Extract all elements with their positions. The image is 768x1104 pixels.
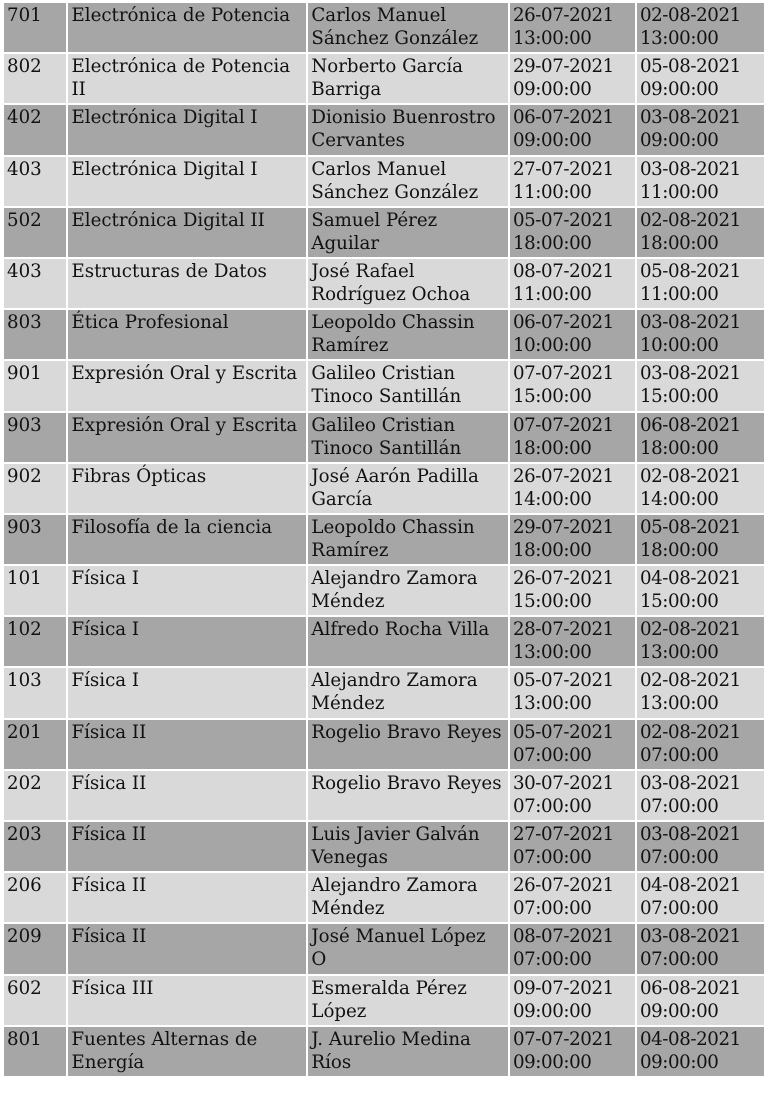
start-time: 09:00:00	[512, 130, 592, 152]
start-date: 28-07-2021	[512, 619, 614, 641]
teacher-cell: Galileo Cristian Tinoco Santillán	[308, 361, 508, 410]
end-datetime-cell	[637, 924, 764, 973]
start-datetime-cell	[510, 924, 635, 973]
start-time: 09:00:00	[512, 1000, 592, 1022]
group-cell: 203	[4, 822, 66, 871]
start-datetime-cell	[510, 157, 635, 206]
start-date: 09-07-2021	[512, 977, 614, 999]
group-cell: 101	[4, 566, 66, 615]
end-time: 10:00:00	[639, 335, 719, 357]
group-cell: 701	[4, 3, 66, 52]
subject-cell: Ética Profesional	[68, 310, 306, 359]
teacher-cell: Alejandro Zamora Méndez	[308, 873, 508, 922]
teacher-cell: Alejandro Zamora Méndez	[308, 668, 508, 717]
end-datetime-cell	[637, 720, 764, 769]
group-cell: 201	[4, 720, 66, 769]
end-date: 02-08-2021	[639, 619, 741, 641]
teacher-cell: Dionisio Buenrostro Cervantes	[308, 105, 508, 154]
teacher-cell: Galileo Cristian Tinoco Santillán	[308, 413, 508, 462]
start-datetime-cell	[510, 361, 635, 410]
start-date: 29-07-2021	[512, 56, 614, 78]
teacher-cell: Leopoldo Chassin Ramírez	[308, 515, 508, 564]
end-datetime-cell	[637, 771, 764, 820]
group-cell: 803	[4, 310, 66, 359]
subject-cell: Fibras Ópticas	[68, 464, 306, 513]
subject-cell: Electrónica de Potencia II	[68, 54, 306, 103]
start-datetime-cell	[510, 105, 635, 154]
start-date: 26-07-2021	[512, 5, 614, 26]
group-cell: 402	[4, 105, 66, 154]
teacher-cell: Samuel Pérez Aguilar	[308, 208, 508, 257]
end-date: 02-08-2021	[639, 721, 741, 743]
table-row	[4, 310, 764, 359]
teacher-cell: J. Aurelio Medina Ríos	[308, 1027, 508, 1076]
start-time: 18:00:00	[512, 539, 592, 561]
end-date: 02-08-2021	[639, 465, 741, 487]
end-datetime-cell	[637, 157, 764, 206]
start-date: 26-07-2021	[512, 875, 614, 897]
start-time: 11:00:00	[512, 181, 592, 203]
start-datetime-cell	[510, 976, 635, 1025]
start-time: 09:00:00	[512, 1051, 592, 1073]
table-row	[4, 157, 764, 206]
end-time: 15:00:00	[639, 386, 719, 408]
teacher-cell: Norberto García Barriga	[308, 54, 508, 103]
end-date: 03-08-2021	[639, 312, 741, 334]
teacher-cell: José Aarón Padilla García	[308, 464, 508, 513]
start-time: 07:00:00	[512, 795, 592, 817]
end-date: 05-08-2021	[639, 260, 741, 282]
start-time: 13:00:00	[512, 28, 592, 49]
end-datetime-cell	[637, 3, 764, 52]
subject-cell: Física III	[68, 976, 306, 1025]
end-datetime-cell	[637, 873, 764, 922]
end-date: 02-08-2021	[639, 209, 741, 231]
end-time: 13:00:00	[639, 642, 719, 664]
subject-cell: Física II	[68, 924, 306, 973]
end-date: 06-08-2021	[639, 977, 741, 999]
end-date: 03-08-2021	[639, 158, 741, 180]
table-row	[4, 1027, 764, 1076]
end-datetime-cell	[637, 1027, 764, 1076]
start-datetime-cell	[510, 464, 635, 513]
start-date: 05-07-2021	[512, 721, 614, 743]
end-date: 02-08-2021	[639, 670, 741, 692]
start-datetime-cell	[510, 771, 635, 820]
end-time: 07:00:00	[639, 898, 719, 920]
table-row	[4, 515, 764, 564]
start-datetime-cell	[510, 566, 635, 615]
start-datetime-cell	[510, 259, 635, 308]
group-cell: 103	[4, 668, 66, 717]
end-datetime-cell	[637, 208, 764, 257]
start-datetime-cell	[510, 54, 635, 103]
start-date: 26-07-2021	[512, 465, 614, 487]
table-row	[4, 720, 764, 769]
start-time: 09:00:00	[512, 79, 592, 101]
start-date: 05-07-2021	[512, 209, 614, 231]
end-time: 09:00:00	[639, 1051, 719, 1073]
start-datetime-cell	[510, 208, 635, 257]
end-date: 03-08-2021	[639, 772, 741, 794]
subject-cell: Fuentes Alternas de Energía	[68, 1027, 306, 1076]
teacher-cell: Carlos Manuel Sánchez González	[308, 157, 508, 206]
end-time: 15:00:00	[639, 591, 719, 613]
subject-cell: Electrónica Digital I	[68, 105, 306, 154]
start-time: 11:00:00	[512, 283, 592, 305]
subject-cell: Electrónica Digital II	[68, 208, 306, 257]
group-cell: 202	[4, 771, 66, 820]
start-time: 10:00:00	[512, 335, 592, 357]
start-time: 13:00:00	[512, 693, 592, 715]
start-datetime-cell	[510, 720, 635, 769]
teacher-cell: Carlos Manuel Sánchez González	[308, 3, 508, 52]
group-cell: 209	[4, 924, 66, 973]
start-time: 07:00:00	[512, 898, 592, 920]
group-cell: 902	[4, 464, 66, 513]
subject-cell: Física I	[68, 617, 306, 666]
subject-cell: Física II	[68, 771, 306, 820]
subject-cell: Expresión Oral y Escrita	[68, 413, 306, 462]
end-time: 11:00:00	[639, 181, 719, 203]
teacher-cell: José Rafael Rodríguez Ochoa	[308, 259, 508, 308]
end-time: 14:00:00	[639, 488, 719, 510]
subject-cell: Física II	[68, 822, 306, 871]
end-date: 05-08-2021	[639, 56, 741, 78]
end-date: 03-08-2021	[639, 926, 741, 948]
subject-cell: Electrónica Digital I	[68, 157, 306, 206]
end-time: 09:00:00	[639, 130, 719, 152]
end-date: 03-08-2021	[639, 363, 741, 385]
end-date: 05-08-2021	[639, 516, 741, 538]
start-time: 18:00:00	[512, 437, 592, 459]
end-time: 07:00:00	[639, 847, 719, 868]
group-cell: 206	[4, 873, 66, 922]
table-row	[4, 413, 764, 462]
group-cell: 903	[4, 515, 66, 564]
table-row	[4, 208, 764, 257]
end-time: 18:00:00	[639, 539, 719, 561]
start-date: 27-07-2021	[512, 824, 614, 845]
group-cell: 102	[4, 617, 66, 666]
end-date: 04-08-2021	[639, 875, 741, 897]
table-row	[4, 873, 764, 922]
group-cell: 602	[4, 976, 66, 1025]
teacher-cell: José Manuel López O	[308, 924, 508, 973]
group-cell: 403	[4, 259, 66, 308]
table-row	[4, 259, 764, 308]
subject-cell: Física II	[68, 873, 306, 922]
start-date: 07-07-2021	[512, 414, 614, 436]
start-time: 15:00:00	[512, 591, 592, 613]
end-time: 13:00:00	[639, 693, 719, 715]
start-datetime-cell	[510, 515, 635, 564]
table-row	[4, 3, 764, 52]
end-datetime-cell	[637, 515, 764, 564]
end-datetime-cell	[637, 566, 764, 615]
start-time: 15:00:00	[512, 386, 592, 408]
start-date: 07-07-2021	[512, 363, 614, 385]
end-date: 04-08-2021	[639, 568, 741, 590]
teacher-cell: Luis Javier Galván Venegas	[308, 822, 508, 871]
start-date: 29-07-2021	[512, 516, 614, 538]
subject-cell: Física II	[68, 720, 306, 769]
table-row	[4, 924, 764, 973]
start-date: 07-07-2021	[512, 1028, 614, 1050]
end-time: 18:00:00	[639, 232, 719, 254]
teacher-cell: Leopoldo Chassin Ramírez	[308, 310, 508, 359]
subject-cell: Física I	[68, 566, 306, 615]
end-time: 18:00:00	[639, 437, 719, 459]
table-row	[4, 464, 764, 513]
end-time: 09:00:00	[639, 79, 719, 101]
subject-cell: Estructuras de Datos	[68, 259, 306, 308]
schedule-table	[2, 1, 766, 1078]
end-time: 07:00:00	[639, 949, 719, 971]
end-date: 03-08-2021	[639, 107, 741, 129]
table-row	[4, 617, 764, 666]
end-time: 09:00:00	[639, 1000, 719, 1022]
table-row	[4, 105, 764, 154]
end-time: 11:00:00	[639, 283, 719, 305]
table-row	[4, 771, 764, 820]
end-date: 06-08-2021	[639, 414, 741, 436]
start-time: 14:00:00	[512, 488, 592, 510]
start-datetime-cell	[510, 668, 635, 717]
end-date: 04-08-2021	[639, 1028, 741, 1050]
start-datetime-cell	[510, 822, 635, 871]
end-datetime-cell	[637, 976, 764, 1025]
group-cell: 403	[4, 157, 66, 206]
schedule-table-body	[4, 3, 764, 1076]
teacher-cell: Rogelio Bravo Reyes	[308, 771, 508, 820]
start-date: 06-07-2021	[512, 312, 614, 334]
subject-cell: Electrónica de Potencia	[68, 3, 306, 52]
start-datetime-cell	[510, 1027, 635, 1076]
start-datetime-cell	[510, 310, 635, 359]
start-time: 07:00:00	[512, 847, 592, 868]
subject-cell: Expresión Oral y Escrita	[68, 361, 306, 410]
start-time: 07:00:00	[512, 949, 592, 971]
table-row	[4, 822, 764, 871]
start-date: 26-07-2021	[512, 568, 614, 590]
start-datetime-cell	[510, 873, 635, 922]
end-datetime-cell	[637, 668, 764, 717]
end-time: 07:00:00	[639, 744, 719, 766]
group-cell: 903	[4, 413, 66, 462]
end-time: 13:00:00	[639, 28, 719, 49]
end-datetime-cell	[637, 54, 764, 103]
table-row	[4, 668, 764, 717]
end-date: 03-08-2021	[639, 824, 741, 845]
start-date: 06-07-2021	[512, 107, 614, 129]
end-datetime-cell	[637, 617, 764, 666]
subject-cell: Física I	[68, 668, 306, 717]
start-date: 27-07-2021	[512, 158, 614, 180]
end-date: 02-08-2021	[639, 5, 741, 26]
table-row	[4, 566, 764, 615]
end-datetime-cell	[637, 259, 764, 308]
teacher-cell: Rogelio Bravo Reyes	[308, 720, 508, 769]
group-cell: 502	[4, 208, 66, 257]
table-row	[4, 361, 764, 410]
table-row	[4, 976, 764, 1025]
teacher-cell: Esmeralda Pérez López	[308, 976, 508, 1025]
group-cell: 901	[4, 361, 66, 410]
end-time: 07:00:00	[639, 795, 719, 817]
end-datetime-cell	[637, 361, 764, 410]
group-cell: 801	[4, 1027, 66, 1076]
start-datetime-cell	[510, 3, 635, 52]
start-date: 08-07-2021	[512, 926, 614, 948]
start-time: 07:00:00	[512, 744, 592, 766]
end-datetime-cell	[637, 822, 764, 871]
start-time: 13:00:00	[512, 642, 592, 664]
start-time: 18:00:00	[512, 232, 592, 254]
end-datetime-cell	[637, 413, 764, 462]
start-date: 08-07-2021	[512, 260, 614, 282]
end-datetime-cell	[637, 464, 764, 513]
group-cell: 802	[4, 54, 66, 103]
start-date: 05-07-2021	[512, 670, 614, 692]
teacher-cell: Alejandro Zamora Méndez	[308, 566, 508, 615]
teacher-cell: Alfredo Rocha Villa	[308, 617, 508, 666]
subject-cell: Filosofía de la ciencia	[68, 515, 306, 564]
table-row	[4, 54, 764, 103]
start-date: 30-07-2021	[512, 772, 614, 794]
end-datetime-cell	[637, 105, 764, 154]
start-datetime-cell	[510, 413, 635, 462]
end-datetime-cell	[637, 310, 764, 359]
start-datetime-cell	[510, 617, 635, 666]
